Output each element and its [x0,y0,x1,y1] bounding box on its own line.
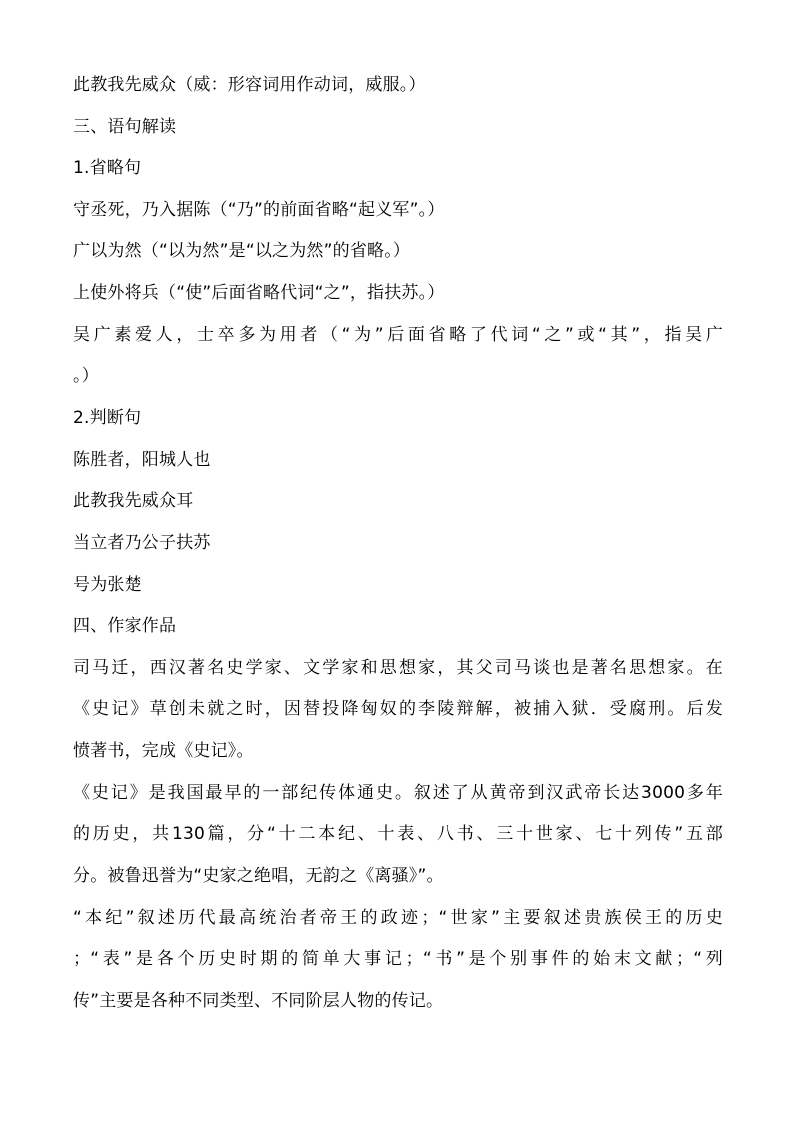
text-line-6: 上使外将兵（“使”后面省略代词“之”，指扶苏。） [73,283,445,303]
text-line-23: 传”主要是各种不同类型、不同阶层人物的传记。 [73,991,444,1011]
subheading-ellipsis: 1.省略句 [73,158,142,178]
text-line-17: 愤著书，完成《史记》。 [73,741,254,761]
text-line-16: 《史记》草创未就之时，因替投降匈奴的李陵辩解，被捕入狱．受腐刑。后发 [73,699,723,719]
text-line-5: 广以为然（“以为然”是“以之为然”的省略。） [73,241,411,261]
text-line-4: 守丞死，乃入据陈（“乃”的前面省略“起义军”。） [73,200,445,220]
text-line-8: 。） [73,366,99,386]
text-line-15: 司马迁，西汉著名史学家、文学家和思想家，其父司马谈也是著名思想家。在 [73,658,723,678]
text-line-19: 的历史，共130篇，分“十二本纪、十表、八书、三十世家、七十列传”五部 [73,824,723,844]
text-line-22: ；“表”是各个历史时期的简单大事记；“书”是个别事件的始末文献；“列 [73,949,723,969]
text-line-7: 吴广素爱人，士卒多为用者（“为”后面省略了代词“之”或“其”，指吴广 [73,325,723,345]
subheading-judgment: 2.判断句 [73,408,142,428]
text-line-10: 陈胜者，阳城人也 [73,450,211,470]
text-line-18: 《史记》是我国最早的一部纪传体通史。叙述了从黄帝到汉武帝长达3000多年 [73,783,723,803]
text-line-20: 分。被鲁迅誉为“史家之绝唱，无韵之《离骚》”。 [73,866,444,886]
section-heading-3: 三、语句解读 [73,117,177,137]
text-line-13: 号为张楚 [73,575,142,595]
text-line-1: 此教我先威众（威：形容词用作动词，威服。） [73,75,426,95]
section-heading-4: 四、作家作品 [73,616,177,636]
text-line-21: “本纪”叙述历代最高统治者帝王的政迹；“世家”主要叙述贵族侯王的历史 [73,908,723,928]
text-line-12: 当立者乃公子扶苏 [73,533,211,553]
text-line-11: 此教我先威众耳 [73,491,194,511]
